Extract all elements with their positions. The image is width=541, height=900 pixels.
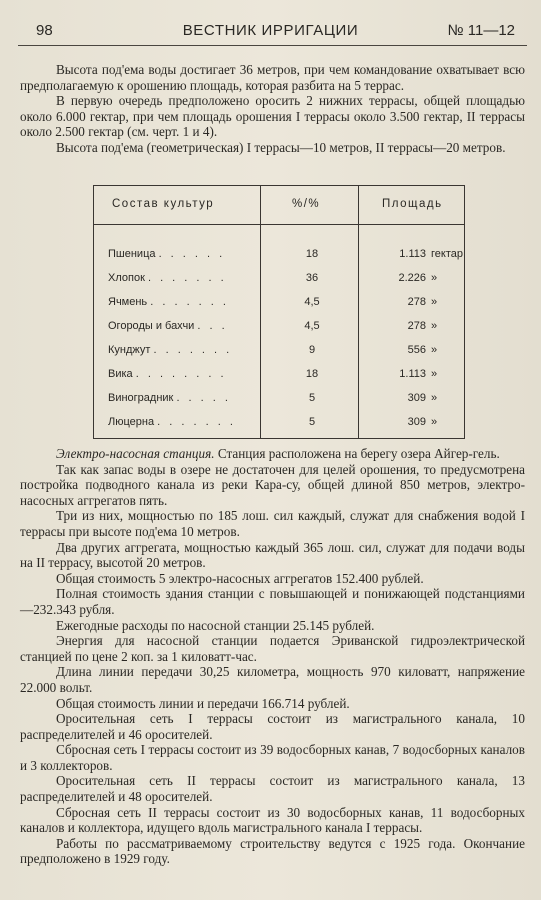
- paragraph: Два других аггрегата, мощностью каждый 365 лош. сил, служат для подачи воды на II террасу, высотой 20 метров.: [20, 539, 525, 571]
- crop-area: 2.226: [398, 272, 426, 284]
- paragraph: Работы по рассматриваемому строительству ведутся с 1925 года. Окончание предположено в 1929 году.: [20, 835, 525, 867]
- paragraph: Три из них, мощностью по 185 лош. сил каждый, служат для снабжения водой I террасы при высоте под'ема 10 метров.: [20, 508, 525, 539]
- crop-percent: 36: [305, 272, 319, 284]
- column-header-percent: %/%: [292, 198, 321, 210]
- crop-area: 278: [407, 320, 426, 332]
- crop-name: Ячмень . . . . . . .: [108, 296, 229, 308]
- table-row: [94, 296, 464, 318]
- issue-number: № 11—12: [447, 22, 515, 39]
- crop-area: 556: [407, 344, 426, 356]
- paragraph: Полная стоимость здания станции с повышающей и понижающей подстанциями—232.343 рубля.: [20, 586, 525, 617]
- paragraph: Энергия для насосной станции подается Эриванской гидроэлектрической станцией по цене 2 коп. за 1 киловатт-час.: [20, 633, 525, 664]
- crop-area: 309: [407, 392, 426, 404]
- table-row: [94, 248, 464, 270]
- paragraph: Высота под'ема (геометрическая) I террасы—10 метров, II террасы—20 метров.: [56, 139, 506, 155]
- page-header: [18, 22, 523, 44]
- crop-area: 309: [407, 416, 426, 428]
- area-unit: »: [431, 320, 438, 332]
- column-header-area: Площадь: [382, 198, 443, 210]
- crop-area: 278: [407, 296, 426, 308]
- crop-name: Виноградник . . . . .: [108, 392, 231, 404]
- paragraph: Общая стоимость 5 электро-насосных аггрегатов 152.400 рублей.: [56, 570, 424, 586]
- crop-percent: 18: [305, 248, 319, 260]
- crop-name: Хлопок . . . . . . .: [108, 272, 227, 284]
- table-row: [94, 272, 464, 294]
- area-unit: »: [431, 344, 438, 356]
- paragraph: В первую очередь предположено оросить 2 нижних террасы, общей площадью около 6.000 гектар, при чем площадь орошения I террасы около 3.500 гектар, II террасы около 2.500 гектар (см. черт. 1 и 4).: [20, 93, 525, 140]
- crop-area: 1.113: [399, 248, 426, 260]
- crop-percent: 9: [308, 344, 316, 356]
- column-header-crops: Состав культур: [112, 198, 215, 210]
- area-unit: гектар: [431, 248, 463, 260]
- crop-percent: 5: [308, 392, 316, 404]
- intro-text: [20, 62, 525, 156]
- area-unit: »: [431, 296, 438, 308]
- paragraph: Сбросная сеть I террасы состоит из 39 водосборных канав, 7 водосборных каналов и 3 коллекторов.: [20, 742, 525, 773]
- crop-name: Кунджут . . . . . . .: [108, 344, 233, 356]
- crop-percent: 18: [305, 368, 319, 380]
- crop-percent: 4,5: [304, 296, 320, 308]
- paragraph: Так как запас воды в озере не достаточен для целей орошения, то предусмотрена постройка подводного канала из реки Кара-су, общей длиной 850 метров, электро-насосных аггрегатов пять.: [20, 461, 525, 508]
- crops-table: [93, 185, 465, 439]
- crop-percent: 4,5: [304, 320, 320, 332]
- crop-name: Вика . . . . . . . .: [108, 368, 227, 380]
- header-divider: [94, 224, 464, 225]
- table-row: [94, 344, 464, 366]
- table-row: [94, 368, 464, 390]
- area-unit: »: [431, 392, 438, 404]
- crop-name: Пшеница . . . . . .: [108, 248, 226, 260]
- area-unit: »: [431, 272, 438, 284]
- crop-percent: 5: [308, 416, 316, 428]
- journal-title: ВЕСТНИК ИРРИГАЦИИ: [182, 22, 359, 39]
- paragraph: Длина линии передачи 30,25 километра, мощность 970 киловатт, напряжение 22.000 вольт.: [20, 664, 525, 695]
- area-unit: »: [431, 368, 438, 380]
- header-rule: [18, 45, 527, 46]
- table-row: [94, 416, 464, 438]
- paragraph: Сбросная сеть II террасы состоит из 30 водосборных канав, 11 водосборных каналов и коллектора, идущего вдоль магистрального канала I террасы.: [20, 804, 525, 836]
- paragraph: Общая стоимость линии и передачи 166.714 рублей.: [56, 695, 350, 711]
- table-row: [94, 392, 464, 414]
- table-row: [94, 320, 464, 342]
- crop-area: 1.113: [399, 368, 426, 380]
- crop-name: Огороды и бахчи . . .: [108, 320, 228, 332]
- section-paragraph: Электро-насосная станция. Станция расположена на берегу озера Айгер-гель.: [56, 446, 500, 461]
- paragraph: Высота под'ема воды достигает 36 метров, при чем командование охватывает всю предполагаемую к орошению площадь, которая разбита на 5 террас.: [20, 62, 525, 93]
- area-unit: »: [431, 416, 438, 428]
- body-text: [20, 446, 525, 867]
- paragraph: Оросительная сеть II террасы состоит из магистрального канала, 13 распределителей и 48 оросителей.: [20, 773, 525, 805]
- paragraph: Оросительная сеть I террасы состоит из магистрального канала, 10 распределителей и 46 оросителей.: [20, 711, 525, 742]
- section-title: Электро-насосная станция.: [56, 446, 215, 461]
- page-number: 98: [36, 22, 53, 39]
- crop-name: Люцерна . . . . . . .: [108, 416, 236, 428]
- paragraph: Ежегодные расходы по насосной станции 25.145 рублей.: [56, 617, 375, 633]
